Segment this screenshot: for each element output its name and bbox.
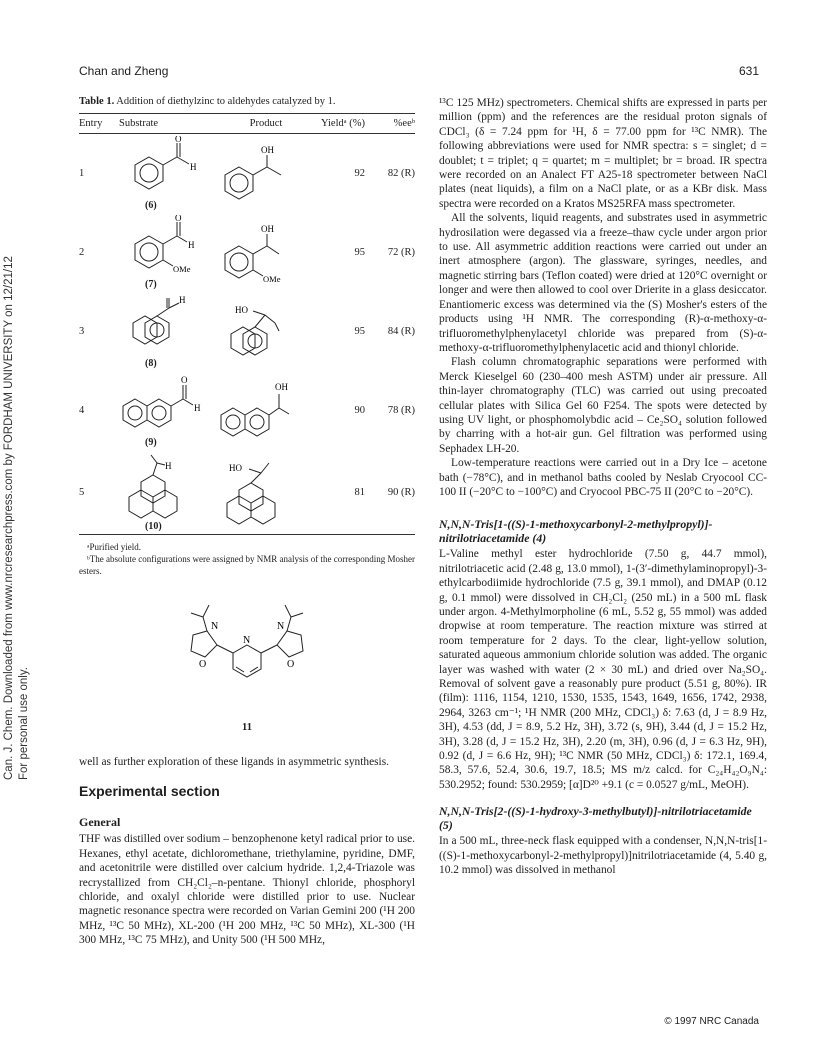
benzaldehyde-structure (119, 136, 209, 198)
atom-label: O (199, 659, 207, 670)
product-structure (217, 380, 312, 442)
compound-heading: N,N,N-Tris[2-((S)-1-hydroxy-3-methylbutyl)]-nitrilotriacetamide (5) (439, 804, 752, 833)
atom-label: OH (261, 223, 274, 234)
table-row (79, 213, 415, 292)
paragraph: ¹³C 125 MHz) spectrometers. Chemical shifts are expressed in parts per million (ppm) and the references are the residual proton signals of CDCl₃ (δ = 7.24 ppm for ¹H, δ = 77.00 ppm for ¹³C NMR). The following abbreviations were used for NMR spectra: s = singlet; d = doublet; t = triplet; q = quartet; m = multiplet; br = broad. IR spectra were recorded on an Analect FT A25-18 spectrometer between NaCl plates (neat liquids), a film on a NaCl plate, or as a KBr disk. Mass spectra were recorded on a Kratos MS25RFA mass spectrometer. (439, 97, 767, 210)
product-cell (217, 134, 315, 214)
yield-cell: 95 (354, 247, 365, 258)
atom-label: N (277, 621, 285, 632)
substrate-cell (119, 134, 217, 214)
product-cell (217, 292, 315, 371)
header-ee: %eeᵇ (365, 114, 415, 134)
atom-label: H (188, 240, 195, 250)
subsection-heading: General (79, 815, 121, 830)
yield-cell: 95 (354, 326, 365, 337)
table-row (79, 371, 415, 450)
substrate-cell (119, 213, 217, 292)
general-paragraph: THF was distilled over sodium – benzophenone ketyl radical prior to use. Hexanes, ethyl acetate, dichloromethane, triethylamine, pyridine, DMF, and acetonitrile were distilled over calcium hydride. 1,2,4-Triazole was recrystallized from CH₂Cl₂–n-pentane. Thionyl chloride, phosphoryl chloride, and oxalyl chloride were distilled prior to use. Nuclear magnetic resonance spectra were recorded on Varian Gemini 200 (¹H 200 MHz, ¹³C 50 MHz), XL-200 (¹H 200 MHz, ¹³C 50 MHz), XL-300 (¹H 300 MHz, ¹³C 75 MHz), and Unity 500 (¹H 500 MHz, (79, 833, 415, 947)
naphthaldehyde-structure (119, 294, 209, 356)
intro-paragraph: well as further exploration of these ligands in asymmetric synthesis. (79, 756, 390, 768)
compound-label: (9) (145, 437, 157, 448)
ee-cell: 78 (R) (387, 405, 415, 416)
entry-cell: 5 (79, 450, 119, 535)
left-column (79, 96, 415, 948)
table-footnotes (79, 541, 415, 577)
atom-label: OMe (263, 273, 281, 284)
substrate-cell (119, 450, 217, 535)
atom-label: O (287, 659, 295, 670)
table-row (79, 292, 415, 371)
table-caption (79, 96, 415, 107)
table-header-row (79, 114, 415, 134)
atom-label: OMe (173, 264, 191, 274)
table-label: Table 1. (79, 96, 115, 107)
entry-cell: 2 (79, 247, 85, 258)
compound-label: (8) (145, 358, 157, 369)
atom-label: HO (235, 304, 248, 315)
table-title: Addition of diethylzinc to aldehydes catalyzed by 1. (116, 96, 336, 107)
ee-cell: 90 (R) (365, 450, 415, 535)
header-entry: Entry (79, 114, 119, 134)
pybox-ligand-structure (117, 599, 377, 699)
procedure-paragraph: L-Valine methyl ester hydrochloride (7.50 g, 44.7 mmol), nitrilotriacetic acid (2.48 g, 13.0 mmol), 1-(3′-dimethylaminopropyl)-3-ethylcarbodiimide hydrochloride (7.5 g, 39.1 mmol), and DMAP (0.12 g, 0.1 mmol) were dissolved in CH₂Cl₂ (250 mL) in a 500 mL flask under argon. 4-Methylmorpholine (6 mL, 5.52 g, 55 mmol) was added dropwise at room temperature. The reaction mixture was stirred at room temperature for 2 days. To the clear, light-yellow solution, saturated aqueous ammonium chloride solution was added. The organic layer was washed with water (2 × 30 mL) and dried over Na₂SO₄. Removal of solvent gave a reasonably pure product (5.51 g, 80%). IR (film): 1116, 1154, 1210, 1530, 1535, 1543, 1649, 1656, 1742, 2938, 2964, 3263 cm⁻¹; ¹H NMR (200 MHz, CDCl₃) δ: 7.63 (d, J = 8.9 Hz, 3H), 4.53 (dd, J = 8.9, 5.2 Hz, 3H), 3.72 (s, 9H), 3.44 (d, J = 15.2 Hz, 3H), 3.28 (d, J = 15.2 Hz, 3H), 2.20 (m, 3H), 0.96 (d, J = 6.3 Hz, 9H), 0.92 (d, J = 6.6 Hz, 9H); ¹³C NMR (50 MHz, CDCl₃) δ: 172.1, 169.4, 58.3, 57.6, 52.4, 30.6, 19.7, 18.5; MS m/z calcd. for C₂₄H₄₂O₉N₄: 530.2952; found: 530.2959; [α]D²⁰ +9.1 (c = 0.0527 g/mL, MeOH). (439, 548, 767, 791)
paragraph: Low-temperature reactions were carried out in a Dry Ice – acetone bath (−78°C), and in methanol baths cooled by Neslab Cryocool CC-100 II (−20°C to −100°C) and Cryocool PBC-75 II (20°C to −20°C). (439, 457, 767, 498)
entry-cell: 3 (79, 326, 85, 337)
paragraph: Flash column chromatographic separations were performed with Merck Kieselgel 60 (230–400 mesh ASTM) under air pressure. All thin-layer chromatography (TLC) was carried out using precoated cellular plates with Silica Gel 60 F254. The spots were detected by using UV light, or phosphomolybdic acid – Ce₂SO₄ solution followed by charring with a hot-air gun. Gel filtration was performed using Sephadex LH-20. (439, 356, 767, 455)
ee-cell: 82 (R) (387, 168, 415, 179)
compound-label: (10) (145, 520, 162, 532)
product-structure (217, 222, 307, 284)
header-yield: Yieldᵃ (%) (315, 114, 365, 134)
header-product: Product (217, 114, 315, 134)
entry-cell: 1 (79, 168, 85, 179)
download-watermark (2, 240, 32, 780)
atom-label: O (175, 136, 182, 144)
paragraph: All the solvents, liquid reagents, and substrates used in asymmetric hydrosilation were degassed via a freeze–thaw cycle under argon prior to use. All asymmetric addition reactions were carried out under an inert atmosphere (argon). The glassware, syringes, needles, and magnetic stirring bars (Teflon coated) were dried at 120°C overnight or longer and were then allowed to cool over Drierite in a glass desiccator. Enantiomeric excess was determined via the (S) Mosher's esters of the products using ¹H NMR. The corresponding (R)-α-methoxy-α-trifluoromethylphenylacetyl chloride was prepared from (S)-α-methoxy-α-trifluoromethylphenylacetic acid and thionyl chloride. (439, 212, 767, 354)
product-structure (217, 301, 307, 363)
compound-heading: N,N,N-Tris[1-((S)-1-methoxycarbonyl-2-methylpropyl)]-nitrilotriacetamide (4) (439, 517, 713, 546)
ligand-figure (79, 599, 415, 733)
section-heading: Experimental section (79, 783, 220, 800)
phenanthrene-aldehyde-structure (119, 453, 209, 519)
product-structure (217, 143, 307, 205)
atom-label: H (165, 460, 172, 471)
compound-label: (7) (145, 279, 157, 290)
ligand-label: 11 (242, 722, 252, 733)
running-head-authors: Chan and Zheng (79, 64, 169, 78)
header-substrate: Substrate (119, 114, 217, 134)
yield-cell: 92 (354, 168, 365, 179)
atom-label: N (211, 621, 219, 632)
substrate-cell (119, 292, 217, 371)
naphthaldehyde-2-structure (119, 373, 214, 435)
atom-label: OH (261, 144, 274, 155)
yield-cell: 90 (354, 405, 365, 416)
atom-label: OH (275, 381, 288, 392)
atom-label: O (175, 215, 182, 223)
copyright-notice: © 1997 NRC Canada (664, 1016, 759, 1027)
download-line: Can. J. Chem. Downloaded from www.nrcresearchpress.com by FORDHAM UNIVERSITY on 12/21/12 (3, 256, 15, 780)
atom-label: H (194, 403, 201, 413)
procedure-paragraph: In a 500 mL, three-neck flask equipped with a condenser, N,N,N-tris[1-((S)-1-methoxycarbonyl-2-methylpropyl)]nitrilotriacetamide (4, 5.40 g, 10.2 mmol) was dissolved in methanol (439, 835, 767, 877)
ee-cell: 72 (R) (387, 247, 415, 258)
table-row (79, 134, 415, 214)
product-cell (217, 213, 315, 292)
footnote-a: ᵃPurified yield. (87, 542, 141, 552)
atom-label: O (181, 375, 188, 385)
ee-cell: 84 (R) (387, 326, 415, 337)
yield-cell: 81 (315, 450, 365, 535)
atom-label: H (190, 162, 197, 172)
methoxybenzaldehyde-structure (119, 215, 209, 277)
product-cell (217, 450, 315, 535)
results-table (79, 113, 415, 535)
product-cell (217, 371, 315, 450)
atom-label: H (179, 295, 186, 305)
table-row (79, 450, 415, 535)
personal-use-line: For personal use only. (18, 667, 30, 780)
entry-cell: 4 (79, 405, 85, 416)
compound-label: (6) (145, 200, 157, 211)
product-structure (217, 459, 307, 525)
footnote-b: ᵇThe absolute configurations were assigned by NMR analysis of the corresponding Mosher esters. (79, 554, 415, 576)
substrate-cell (119, 371, 217, 450)
page-number: 631 (738, 64, 759, 78)
atom-label: HO (229, 463, 242, 473)
atom-label: N (243, 635, 251, 646)
right-column (439, 96, 767, 878)
